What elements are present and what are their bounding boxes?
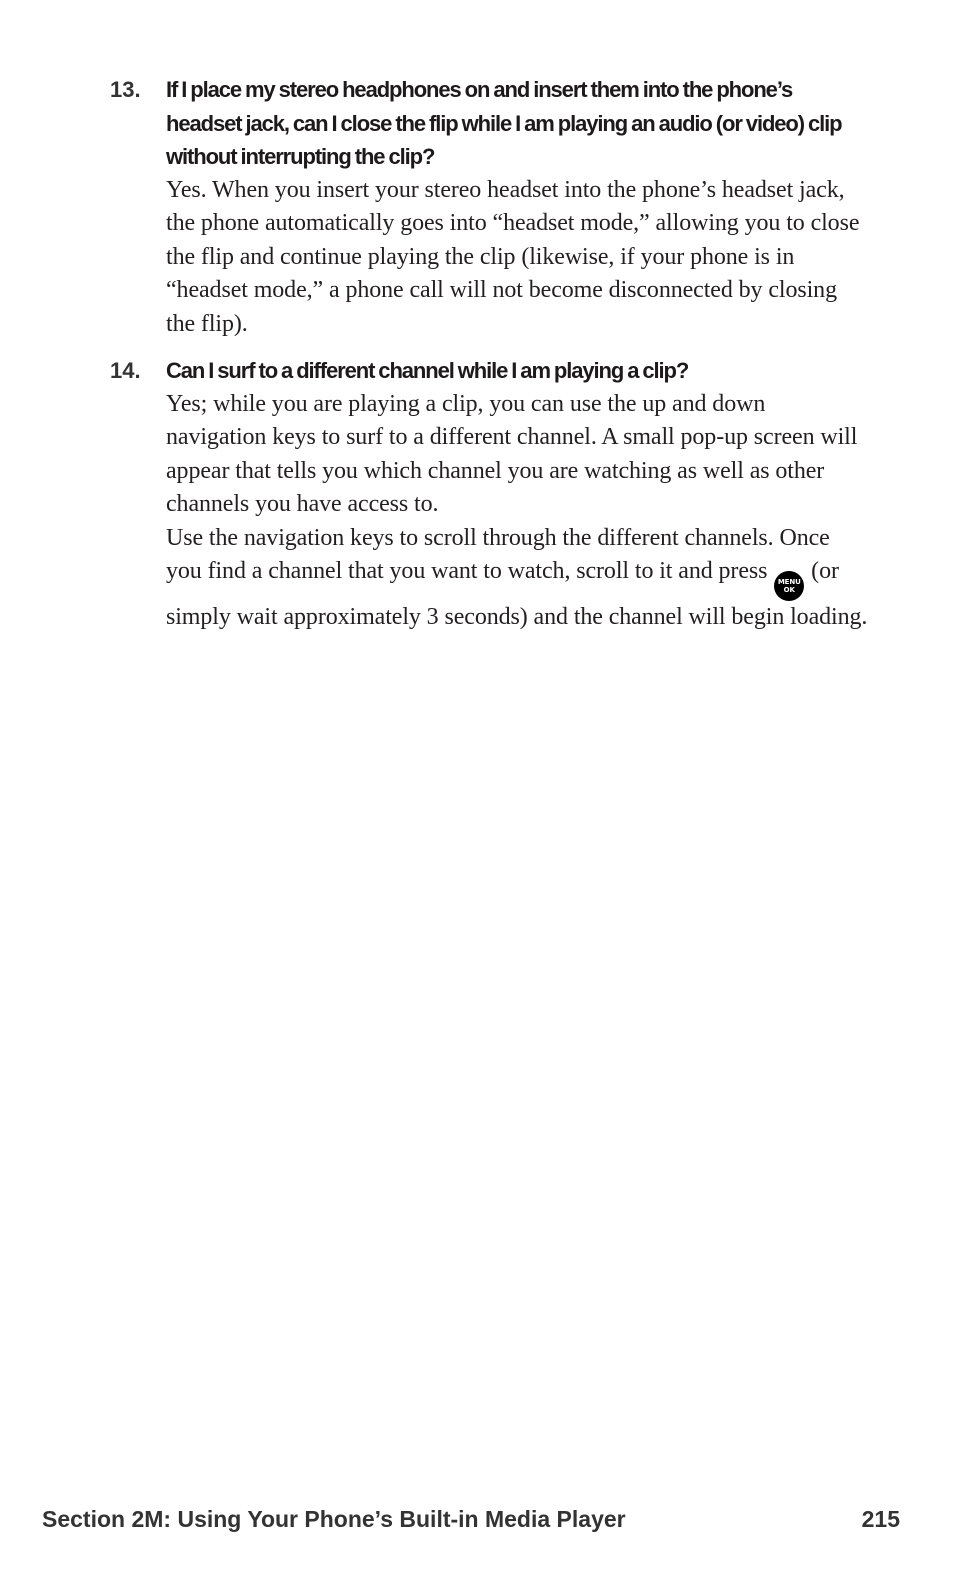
menu-ok-key-icon: [774, 571, 804, 601]
faq-item-14: [110, 354, 870, 635]
faq-answer: Yes. When you insert your stereo headset into the phone’s headset jack, the phone automatically goes into “headset mode,” allowing you to close the flip and continue playing the clip (likewise, if your phone is in “headset mode,” a phone call will not become disconnected by closing the flip).: [166, 176, 860, 337]
faq-answer-continued: [166, 522, 870, 635]
faq-number: 13.: [110, 77, 141, 102]
faq-content: [166, 73, 870, 341]
faq-number: 14.: [110, 358, 141, 383]
faq-content: [166, 354, 870, 635]
page-number: 215: [861, 1506, 900, 1532]
faq-answer: Yes; while you are playing a clip, you can use the up and down navigation keys to surf to a different channel. A small pop-up screen will appear that tells you which channel you are watching as well as other channels you have access to.: [166, 390, 858, 517]
footer-section-title: Section 2M: Using Your Phone’s Built-in Media Player: [42, 1506, 626, 1532]
faq-item-13: [110, 73, 870, 341]
faq-question: Can I surf to a different channel while I am playing a clip?: [166, 358, 689, 383]
faq-question: If I place my stereo headphones on and insert them into the phone’s headset jack, can I close the flip while I am playing an audio (or video) clip without interrupting the clip?: [166, 77, 842, 169]
key-label-top: MENU: [777, 578, 801, 586]
answer-text-before-key: Use the navigation keys to scroll through the different channels. Once you find a channel that you want to watch, scroll to it and press: [166, 524, 830, 584]
answer-text-after-key: (or simply wait approximately 3 seconds) and the channel will begin loading.: [166, 558, 868, 630]
key-label-bottom: OK: [783, 586, 795, 594]
page-footer: [42, 1502, 900, 1536]
